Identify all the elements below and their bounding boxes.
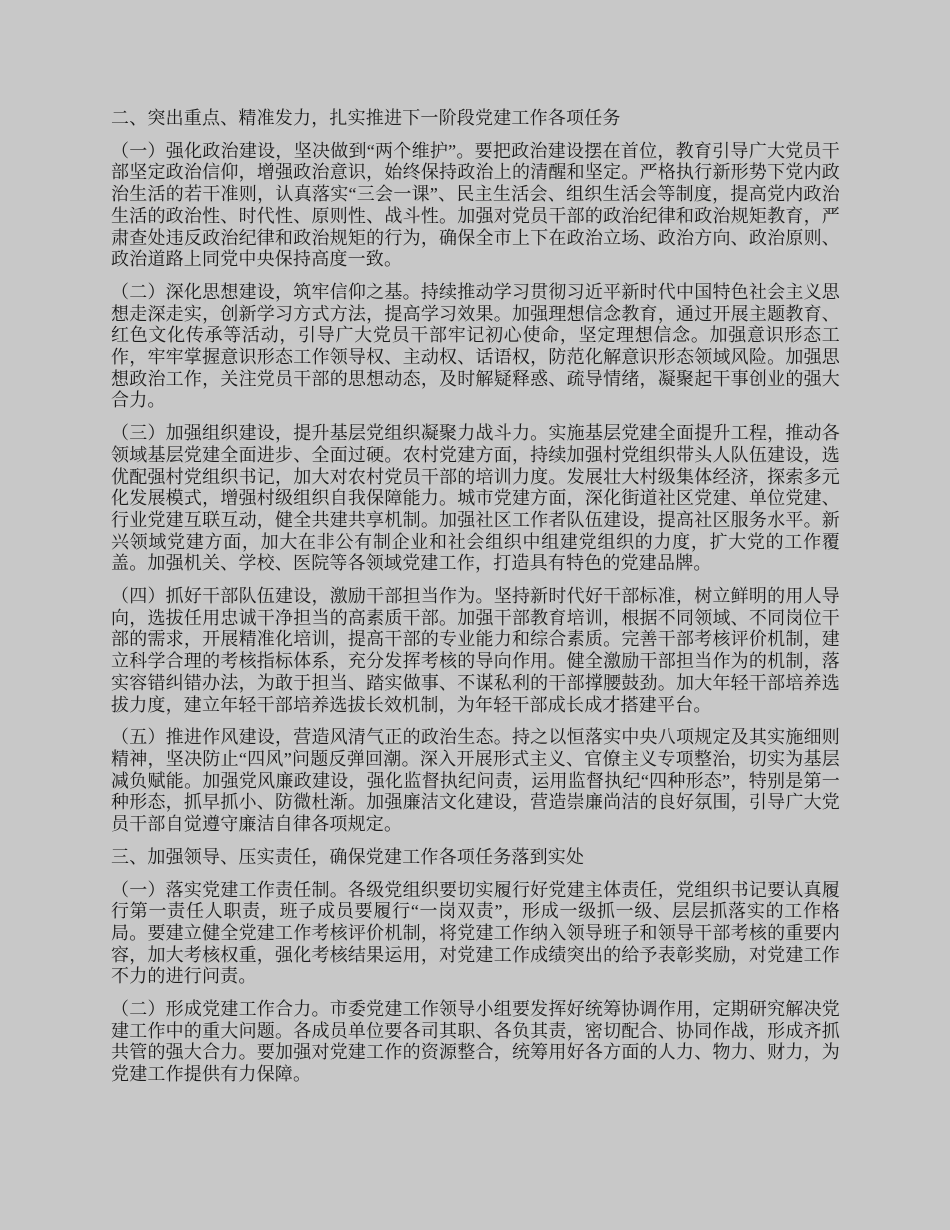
paragraph: （一）强化政治建设，坚决做到“两个维护”。要把政治建设摆在首位，教育引导广大党员干部坚定政治信仰，增强政治意识，始终保持政治上的清醒和坚定。严格执行新形势下党内政治生活的若干准则，认真落实“三会一课”、民主生活会、组织生活会等制度，提高党内政治生活的政治性、时代性、原则性、战斗性。加强对党员干部的政治纪律和政治规矩教育，严肃查处违反政治纪律和政治规矩的行为，确保全市上下在政治立场、政治方向、政治原则、政治道路上同党中央保持高度一致。 bbox=[111, 140, 840, 270]
section-heading: 二、突出重点、精准发力，扎实推进下一阶段党建工作各项任务 bbox=[111, 108, 621, 128]
paragraph: （二）深化思想建设，筑牢信仰之基。持续推动学习贯彻习近平新时代中国特色社会主义思想走深走实，创新学习方式方法，提高学习效果。加强理想信念教育，通过开展主题教育、红色文化传承等活动，引导广大党员干部牢记初心使命，坚定理想信念。加强意识形态工作，牢牢掌握意识形态工作领导权、主动权、话语权，防范化解意识形态领域风险。加强思想政治工作，关注党员干部的思想动态，及时解疑释惑、疏导情绪，凝聚起干事创业的强大合力。 bbox=[111, 281, 840, 411]
paragraph: （五）推进作风建设，营造风清气正的政治生态。持之以恒落实中央八项规定及其实施细则精神，坚决防止“四风”问题反弹回潮。深入开展形式主义、官僚主义专项整治，切实为基层减负赋能。加强党风廉政建设，强化监督执纪问责，运用监督执纪“四种形态”，特别是第一种形态，抓早抓小、防微杜渐。加强廉洁文化建设，营造崇廉尚洁的良好氛围，引导广大党员干部自觉遵守廉洁自律各项规定。 bbox=[111, 727, 840, 835]
paragraph: （二）形成党建工作合力。市委党建工作领导小组要发挥好统筹协调作用，定期研究解决党建工作中的重大问题。各成员单位要各司其职、各负其责，密切配合、协同作战，形成齐抓共管的强大合力。要加强对党建工作的资源整合，统筹用好各方面的人力、物力、财力，为党建工作提供有力保障。 bbox=[111, 999, 840, 1085]
paragraph: （三）加强组织建设，提升基层党组织凝聚力战斗力。实施基层党建全面提升工程，推动各领域基层党建全面进步、全面过硬。农村党建方面，持续加强村党组织带头人队伍建设，选优配强村党组织书记，加大对农村党员干部的培训力度。发展壮大村级集体经济，探索多元化发展模式，增强村级组织自我保障能力。城市党建方面，深化街道社区党建、单位党建、行业党建互联互动，健全共建共享机制。加强社区工作者队伍建设，提高社区服务水平。新兴领域党建方面，加大在非公有制企业和社会组织中组建党组织的力度，扩大党的工作覆盖。加强机关、学校、医院等各领域党建工作，打造具有特色的党建品牌。 bbox=[111, 423, 840, 574]
paragraph: （一）落实党建工作责任制。各级党组织要切实履行好党建主体责任，党组织书记要认真履行第一责任人职责，班子成员要履行“一岗双责”，形成一级抓一级、层层抓落实的工作格局。要建立健全党建工作考核评价机制，将党建工作纳入领导班子和领导干部考核的重要内容，加大考核权重，强化考核结果运用，对党建工作成绩突出的给予表彰奖励，对党建工作不力的进行问责。 bbox=[111, 879, 840, 987]
section-heading: 三、加强领导、压实责任，确保党建工作各项任务落到实处 bbox=[111, 846, 585, 867]
paragraph: （四）抓好干部队伍建设，激励干部担当作为。坚持新时代好干部标准，树立鲜明的用人导向，选拔任用忠诚干净担当的高素质干部。加强干部教育培训，根据不同领域、不同岗位干部的需求，开展精准化培训，提高干部的专业能力和综合素质。完善干部考核评价机制，建立科学合理的考核指标体系，充分发挥考核的导向作用。健全激励干部担当作为的机制，落实容错纠错办法，为敢于担当、踏实做事、不谋私利的干部撑腰鼓劲。加大年轻干部培养选拔力度，建立年轻干部培养选拔长效机制，为年轻干部成长成才搭建平台。 bbox=[111, 586, 840, 715]
